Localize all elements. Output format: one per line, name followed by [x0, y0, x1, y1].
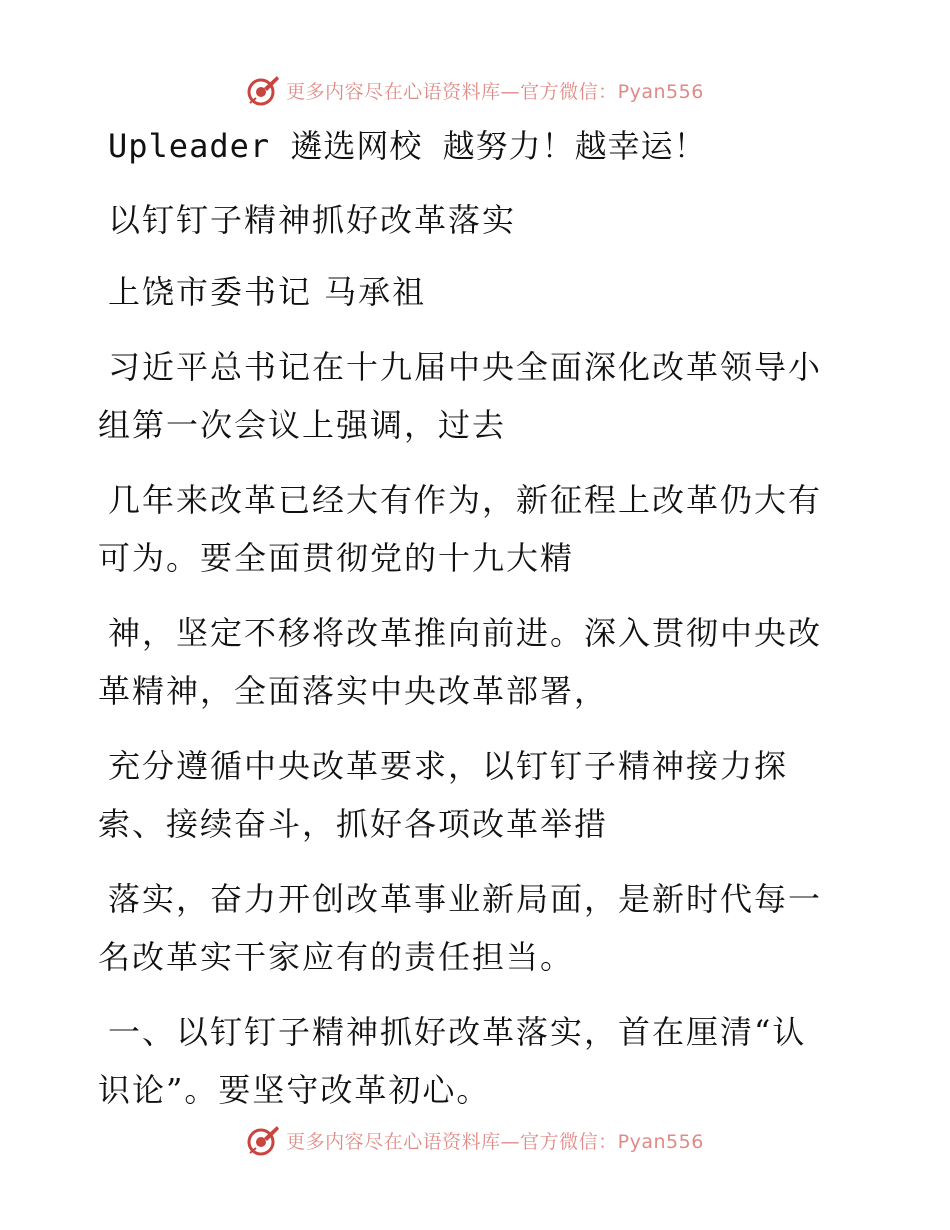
paragraph-line: 可为。要全面贯彻党的十九大精: [98, 539, 575, 577]
article-title: 以钉钉子精神抓好改革落实: [108, 201, 517, 239]
section-heading-line: 识论”。要坚守改革初心。: [98, 1071, 491, 1109]
watermark-dash: —: [500, 80, 521, 103]
paragraph-line: 神，坚定不移将改革推向前进。深入贯彻中央改: [108, 614, 823, 652]
watermark-text: [286, 1127, 704, 1154]
watermark-site: 更多内容尽在心语资料库: [286, 80, 501, 103]
watermark-text: [286, 77, 704, 104]
header-slogan: Upleader 遴选网校 越努力！越幸运！: [108, 127, 707, 165]
watermark-dash: —: [500, 1130, 521, 1153]
paragraph-line: 习近平总书记在十九届中央全面深化改革领导小: [108, 348, 823, 386]
paragraph-line: 组第一次会议上强调，过去: [98, 406, 507, 444]
paragraph-line: 充分遵循中央改革要求，以钉钉子精神接力探: [108, 747, 789, 785]
watermark-header: [0, 70, 950, 110]
paragraph-line: 落实，奋力开创改革事业新局面，是新时代每一: [108, 880, 823, 918]
watermark-footer: [0, 1120, 950, 1160]
paragraph-line: 名改革实干家应有的责任担当。: [98, 938, 575, 976]
section-heading-line: 一、以钉钉子精神抓好改革落实，首在厘清“认: [108, 1013, 807, 1051]
watermark-site: 更多内容尽在心语资料库: [286, 1130, 501, 1153]
watermark-wechat: 官方微信：Pyan556: [520, 1130, 704, 1153]
paragraph-line: 索、接续奋斗，抓好各项改革举措: [98, 805, 609, 843]
paragraph-line: 革精神，全面落实中央改革部署，: [98, 672, 609, 710]
logo-icon: [246, 1123, 280, 1157]
paragraph-line: 几年来改革已经大有作为，新征程上改革仍大有: [108, 481, 823, 519]
watermark-wechat: 官方微信：Pyan556: [520, 80, 704, 103]
logo-icon: [246, 73, 280, 107]
article-author: 上饶市委书记 马承祖: [108, 273, 427, 311]
